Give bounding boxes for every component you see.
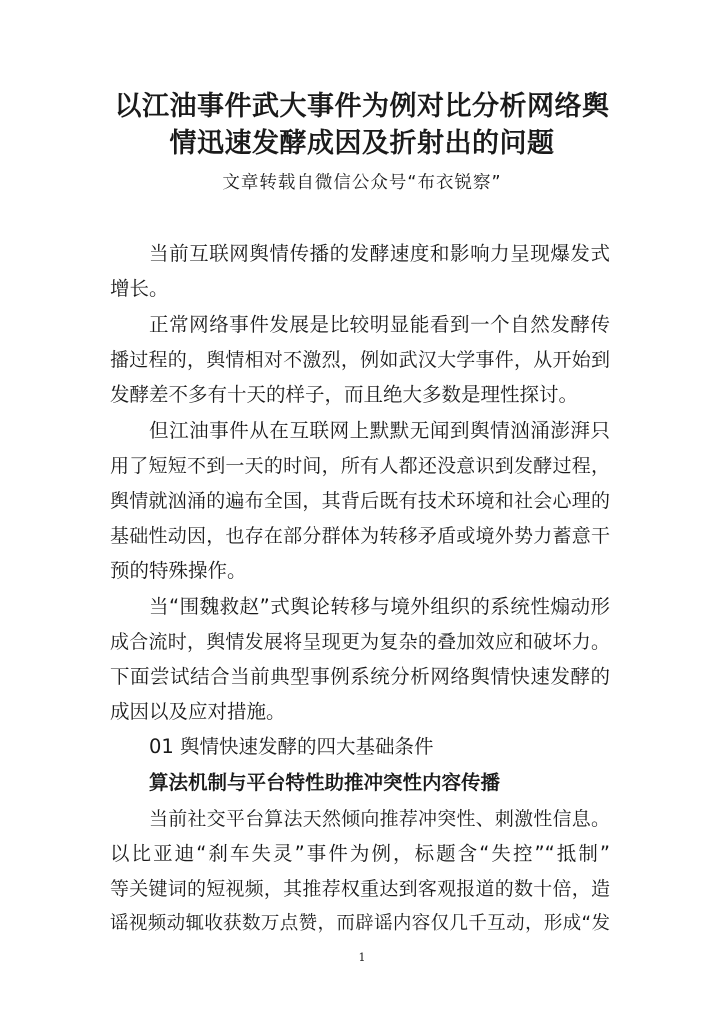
paragraph-line: 以比亚迪“刹车失灵”事件为例，标题含“失控”“抵制”: [110, 842, 610, 865]
document-subtitle: 文章转载自微信公众号“布衣锐察”: [222, 173, 502, 193]
paragraph-line: 谣视频动辄收获数万点赞，而辟谣内容仅几千互动，形成“发: [110, 913, 610, 934]
paragraph-line: 等关键词的短视频，其推荐权重达到客观报道的数十倍，造: [110, 878, 610, 900]
paragraph-line: 预的特殊操作。: [110, 559, 247, 582]
section-heading: 01 舆情快速发酵的四大基础条件: [149, 735, 434, 758]
paragraph-line: 但江油事件从在互联网上默默无闻到舆情汹涌澎湃只: [149, 419, 610, 442]
paragraph-line: 发酵差不多有十天的样子，而且绝大多数是理性探讨。: [110, 383, 579, 406]
paragraph-line: 播过程的，舆情相对不激烈，例如武汉大学事件，从开始到: [110, 349, 610, 371]
paragraph-line: 正常网络事件发展是比较明显能看到一个自然发酵传: [149, 313, 610, 336]
document-title-line-2: 情迅速发酵成因及折射出的问题: [169, 128, 555, 159]
subsection-heading: 算法机制与平台特性助推冲突性内容传播: [149, 771, 501, 794]
paragraph-line: 当前互联网舆情传播的发酵速度和影响力呈现爆发式: [149, 242, 610, 265]
paragraph-line: 基础性动因，也存在部分群体为转移矛盾或境外势力蓄意干: [110, 525, 610, 547]
paragraph-line: 舆情就汹涌的遍布全国，其背后既有技术环境和社会心理的: [110, 490, 610, 512]
paragraph-line: 增长。: [110, 277, 169, 300]
paragraph-line: 下面尝试结合当前典型事例系统分析网络舆情快速发酵的: [110, 665, 610, 688]
paragraph-line: 当前社交平台算法天然倾向推荐冲突性、刺激性信息。: [149, 808, 610, 830]
paragraph-line: 成合流时，舆情发展将呈现更为复杂的叠加效应和破坏力。: [110, 631, 610, 653]
document-title-line-1: 以江油事件武大事件为例对比分析网络舆: [114, 91, 610, 122]
paragraph-line: 用了短短不到一天的时间，所有人都还没意识到发酵过程，: [110, 455, 610, 477]
page-number: 1: [358, 951, 366, 964]
paragraph-line: 当“围魏救赵”式舆论转移与境外组织的系统性煽动形: [149, 595, 610, 618]
paragraph-line: 成因以及应对措施。: [110, 700, 286, 723]
